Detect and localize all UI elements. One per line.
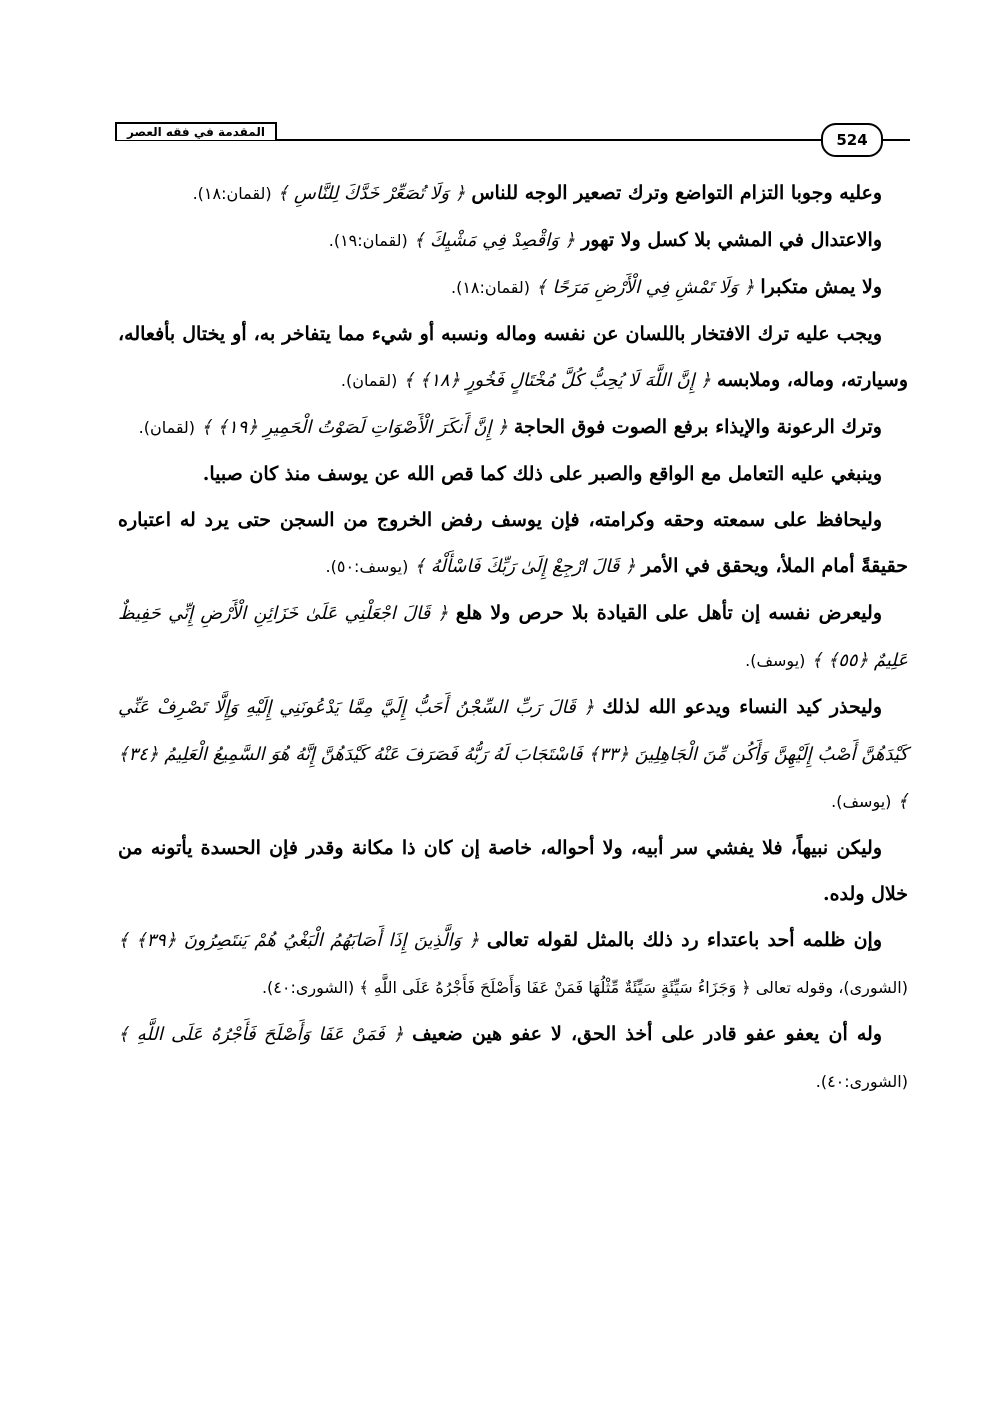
- verse-reference: (يوسف).: [831, 792, 892, 811]
- quran-verse: ﴿ قَالَ رَبِّ السِّجْنُ أَحَبُّ إِلَيَّ مِمَّا يَدْعُونَنِي إِلَيْهِ وَإِلَّا تَصْرِفْ عَنِّي كَيْدَهُنَّ أَصْبُ إِلَيْهِنَّ وَأَكُن مِّنَ الْجَاهِلِينَ ﴿٣٣﴾ فَاسْتَجَابَ لَهُ رَبُّهُ فَصَرَفَ عَنْهُ كَيْدَهُنَّ إِنَّهُ هُوَ السَّمِيعُ الْعَلِيمُ ﴿٣٤﴾ ﴾: [118, 697, 908, 812]
- paragraph-text: والاعتدال في المشي بلا كسل ولا تهور: [581, 229, 882, 251]
- paragraph: [118, 1011, 908, 1105]
- page-header: [115, 119, 910, 159]
- paragraph: [118, 917, 908, 1011]
- running-title: المقدمة في فقه العصر: [115, 122, 277, 140]
- quran-verse: ﴿ وَلَا تُصَعِّرْ خَدَّكَ لِلنَّاسِ ﴾: [277, 183, 466, 204]
- quran-verse: ﴿ إِنَّ اللَّهَ لَا يُحِبُّ كُلَّ مُخْتَالٍ فَخُورٍ ﴿١٨﴾ ﴾: [403, 370, 711, 391]
- paragraph: [118, 590, 908, 684]
- paragraph: [118, 264, 908, 311]
- page-body: [118, 170, 908, 1105]
- paragraph: [118, 217, 908, 264]
- paragraph: [118, 311, 908, 404]
- verse-reference: (لقمان).: [340, 371, 398, 390]
- quran-verse: ﴿ وَالَّذِينَ إِذَا أَصَابَهُمُ الْبَغْيُ هُمْ يَنتَصِرُونَ ﴿٣٩﴾ ﴾: [118, 930, 480, 951]
- paragraph-text: وليكن نبيهاً، فلا يفشي سر أبيه، ولا أحواله، خاصة إن كان ذا مكانة وقدر فإن الحسدة يأتونه من خلال ولده.: [118, 837, 908, 905]
- paragraph-text: وإن ظلمه أحد باعتداء رد ذلك بالمثل لقوله تعالى: [486, 929, 882, 951]
- paragraph-text: ولا يمش متكبرا: [760, 276, 882, 298]
- paragraph-text: وليحذر كيد النساء ويدعو الله لذلك: [602, 696, 882, 718]
- paragraph: [118, 684, 908, 825]
- quran-verse: ﴿ وَاقْصِدْ فِي مَشْيِكَ ﴾: [413, 230, 576, 251]
- paragraph: [118, 170, 908, 217]
- paragraph-text: وليعرض نفسه إن تأهل على القيادة بلا حرص ولا هلع: [455, 602, 882, 624]
- verse-reference: (الشورى:٤٠).: [815, 1072, 908, 1091]
- verse-reference: (يوسف:٥٠).: [325, 557, 409, 576]
- paragraph-text: وعليه وجوبا التزام التواضع وترك تصعير الوجه للناس: [471, 182, 882, 204]
- verse-reference: (الشورى)، وقوله تعالى ﴿ وَجَزَاءُ سَيِّئَةٍ سَيِّئَةٌ مِّثْلُهَا فَمَنْ عَفَا وَأَصْلَحَ فَأَجْرُهُ عَلَى اللَّهِ ﴾ (الشورى:٤٠).: [261, 978, 908, 997]
- verse-reference: (لقمان).: [138, 418, 196, 437]
- paragraph-text: وليحافظ على سمعته وحقه وكرامته، فإن يوسف رفض الخروج من السجن حتى يرد له اعتباره حقيقةً أمام الملأ، ويحقق في الأمر: [118, 509, 908, 577]
- paragraph: [118, 825, 908, 917]
- quran-verse: ﴿ وَلَا تَمْشِ فِي الْأَرْضِ مَرَحًا ﴾: [536, 277, 755, 298]
- verse-reference: (لقمان:١٩).: [328, 231, 408, 250]
- quran-verse: ﴿ إِنَّ أَنكَرَ الْأَصْوَاتِ لَصَوْتُ الْحَمِيرِ ﴿١٩﴾ ﴾: [201, 417, 508, 438]
- verse-reference: (لقمان:١٨).: [192, 184, 272, 203]
- paragraph-text: وترك الرعونة والإيذاء برفع الصوت فوق الحاجة: [513, 416, 882, 438]
- paragraph: [118, 497, 908, 590]
- verse-reference: (يوسف).: [745, 651, 806, 670]
- quran-verse: ﴿ قَالَ ارْجِعْ إِلَىٰ رَبِّكَ فَاسْأَلْهُ ﴾: [414, 556, 636, 577]
- paragraph-text: ويجب عليه ترك الافتخار باللسان عن نفسه وماله ونسبه أو شيء مما يتفاخر به، أو يختال بأفعاله، وسيارته، وماله، وملابسه: [118, 323, 908, 391]
- paragraph: [118, 451, 908, 497]
- quran-verse: ﴿ قَالَ اجْعَلْنِي عَلَىٰ خَزَائِنِ الْأَرْضِ إِنِّي حَفِيظٌ عَلِيمٌ ﴿٥٥﴾ ﴾: [118, 603, 908, 671]
- page-number: 524: [821, 123, 883, 157]
- paragraph: [118, 404, 908, 451]
- paragraph-text: وينبغي عليه التعامل مع الواقع والصبر على ذلك كما قص الله عن يوسف منذ كان صبيا.: [202, 463, 882, 485]
- paragraph-text: وله أن يعفو عفو قادر على أخذ الحق، لا عفو هين ضعيف: [412, 1023, 882, 1045]
- verse-reference: (لقمان:١٨).: [451, 278, 530, 297]
- quran-verse: ﴿ فَمَنْ عَفَا وَأَصْلَحَ فَأَجْرُهُ عَلَى اللَّهِ ﴾: [118, 1024, 404, 1045]
